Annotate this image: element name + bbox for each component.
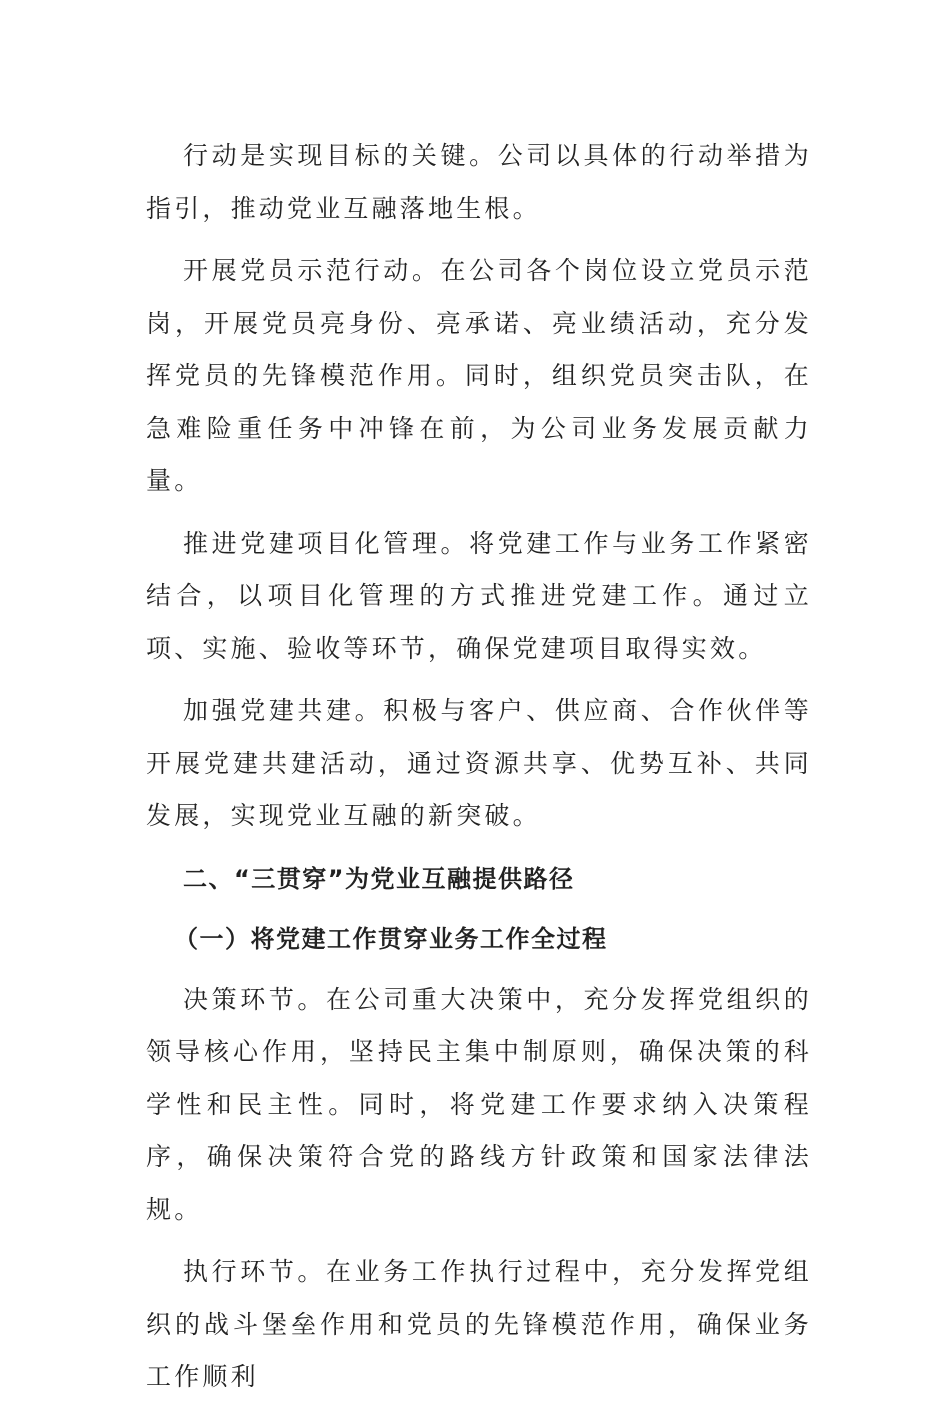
paragraph-joint-building: 加强党建共建。积极与客户、供应商、合作伙伴等开展党建共建活动，通过资源共享、优势互补、共同发展，实现党业互融的新突破。 <box>146 696 812 830</box>
document-body <box>146 130 812 1414</box>
paragraph-execution-stage: 执行环节。在业务工作执行过程中，充分发挥党组织的战斗堡垒作用和党员的先锋模范作用，确保业务工作顺利 <box>146 1257 812 1391</box>
section-heading-three-throughs: 二、“三贯穿”为党业互融提供路径 <box>183 864 575 893</box>
paragraph-decision-stage: 决策环节。在公司重大决策中，充分发挥党组织的领导核心作用，坚持民主集中制原则，确保决策的科学性和民主性。同时，将党建工作要求纳入决策程序，确保决策符合党的路线方针政策和国家法律法规。 <box>146 984 812 1224</box>
paragraph-project-management: 推进党建项目化管理。将党建工作与业务工作紧密结合，以项目化管理的方式推进党建工作。通过立项、实施、验收等环节，确保党建项目取得实效。 <box>146 528 812 663</box>
paragraph-action-intro: 行动是实现目标的关键。公司以具体的行动举措为指引，推动党业互融落地生根。 <box>146 141 812 223</box>
subsection-heading-whole-process: （一）将党建工作贯穿业务工作全过程 <box>174 925 608 953</box>
paragraph-party-member-demonstration: 开展党员示范行动。在公司各个岗位设立党员示范岗，开展党员亮身份、亮承诺、亮业绩活动，充分发挥党员的先锋模范作用。同时，组织党员突击队，在急难险重任务中冲锋在前，为公司业务发展贡献力量。 <box>146 256 812 495</box>
